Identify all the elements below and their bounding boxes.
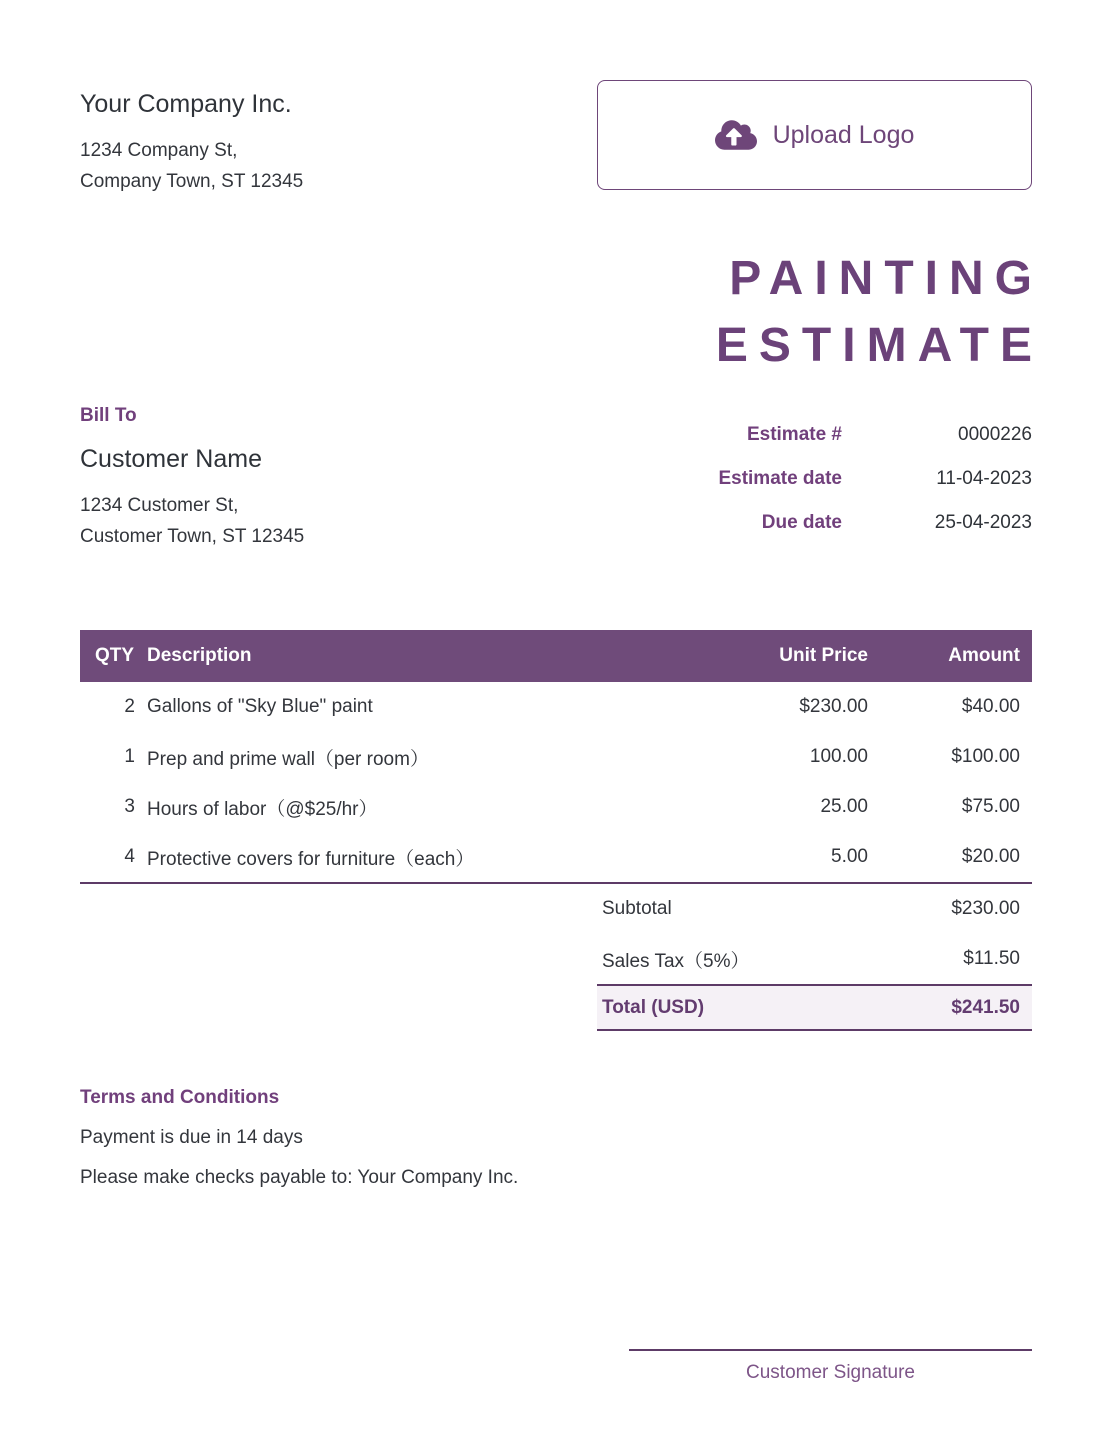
item-unit-price: 100.00 xyxy=(809,746,868,767)
bill-to-heading: Bill To xyxy=(80,405,137,426)
terms-heading: Terms and Conditions xyxy=(80,1087,280,1108)
customer-address xyxy=(80,490,304,552)
amount-header: Amount xyxy=(878,630,1032,682)
table-row xyxy=(80,682,1032,732)
upload-logo-label: Upload Logo xyxy=(772,120,915,149)
items-table xyxy=(80,630,1032,882)
terms-section xyxy=(80,1087,1032,1189)
totals-section xyxy=(597,884,1032,1031)
items-table-header xyxy=(80,630,1032,682)
sales-tax-row xyxy=(597,934,1032,984)
customer-name: Customer Name xyxy=(80,445,262,473)
customer-address-line2: Customer Town, ST 12345 xyxy=(80,526,305,547)
item-unit-price: 25.00 xyxy=(820,796,868,817)
company-address-line1: 1234 Company St, xyxy=(80,140,238,161)
estimate-date-label: Estimate date xyxy=(718,468,842,489)
estimate-number-value: 0000226 xyxy=(958,424,1032,445)
total-row xyxy=(597,984,1032,1031)
description-header: Description xyxy=(135,630,718,682)
table-row xyxy=(80,732,1032,782)
qty-header: QTY xyxy=(80,630,135,682)
item-unit-price: $230.00 xyxy=(799,696,868,717)
document-title xyxy=(80,245,1043,379)
customer-signature-block xyxy=(629,1349,1032,1384)
due-date-row xyxy=(597,501,1032,545)
info-section xyxy=(80,405,1032,552)
item-qty: 3 xyxy=(124,796,135,817)
estimate-number-row xyxy=(597,413,1032,457)
unit-price-header: Unit Price xyxy=(718,630,878,682)
item-qty: 2 xyxy=(124,696,135,717)
company-name: Your Company Inc. xyxy=(80,90,292,118)
table-row xyxy=(80,782,1032,832)
item-description: Gallons of "Sky Blue" paint xyxy=(147,696,373,717)
due-date-label: Due date xyxy=(761,512,842,533)
item-qty: 1 xyxy=(124,746,135,767)
company-block xyxy=(80,80,303,197)
bill-to-block xyxy=(80,405,304,552)
estimate-date-value: 11-04-2023 xyxy=(936,468,1032,489)
item-qty: 4 xyxy=(124,846,135,867)
company-address xyxy=(80,135,303,197)
estimate-meta xyxy=(597,413,1032,552)
company-address-line2: Company Town, ST 12345 xyxy=(80,171,304,192)
sales-tax-value: $11.50 xyxy=(963,948,1020,969)
estimate-date-row xyxy=(597,457,1032,501)
item-description: Prep and prime wall（per room） xyxy=(147,748,429,770)
item-amount: $40.00 xyxy=(961,696,1020,717)
item-amount: $75.00 xyxy=(961,796,1020,817)
total-value: $241.50 xyxy=(951,996,1020,1018)
cloud-upload-icon xyxy=(715,118,757,152)
customer-signature-label: Customer Signature xyxy=(746,1362,915,1383)
terms-line1: Payment is due in 14 days xyxy=(80,1127,303,1148)
subtotal-row xyxy=(597,884,1032,934)
subtotal-label: Subtotal xyxy=(602,898,672,919)
due-date-value: 25-04-2023 xyxy=(934,512,1032,533)
item-amount: $100.00 xyxy=(951,746,1020,767)
item-unit-price: 5.00 xyxy=(831,846,868,867)
total-label: Total (USD) xyxy=(602,996,705,1018)
subtotal-value: $230.00 xyxy=(951,898,1020,919)
document-title-line2: ESTIMATE xyxy=(715,319,1043,372)
item-description: Protective covers for furniture（each） xyxy=(147,848,475,870)
table-row xyxy=(80,832,1032,882)
sales-tax-label: Sales Tax（5%） xyxy=(602,950,750,972)
header-row xyxy=(80,80,1032,197)
item-description: Hours of labor（@$25/hr） xyxy=(147,798,378,820)
item-amount: $20.00 xyxy=(961,846,1020,867)
estimate-number-label: Estimate # xyxy=(746,424,842,445)
upload-logo-button[interactable] xyxy=(597,80,1032,190)
document-title-line1: PAINTING xyxy=(729,252,1043,305)
customer-address-line1: 1234 Customer St, xyxy=(80,495,239,516)
terms-line2: Please make checks payable to: Your Company Inc. xyxy=(80,1167,519,1188)
